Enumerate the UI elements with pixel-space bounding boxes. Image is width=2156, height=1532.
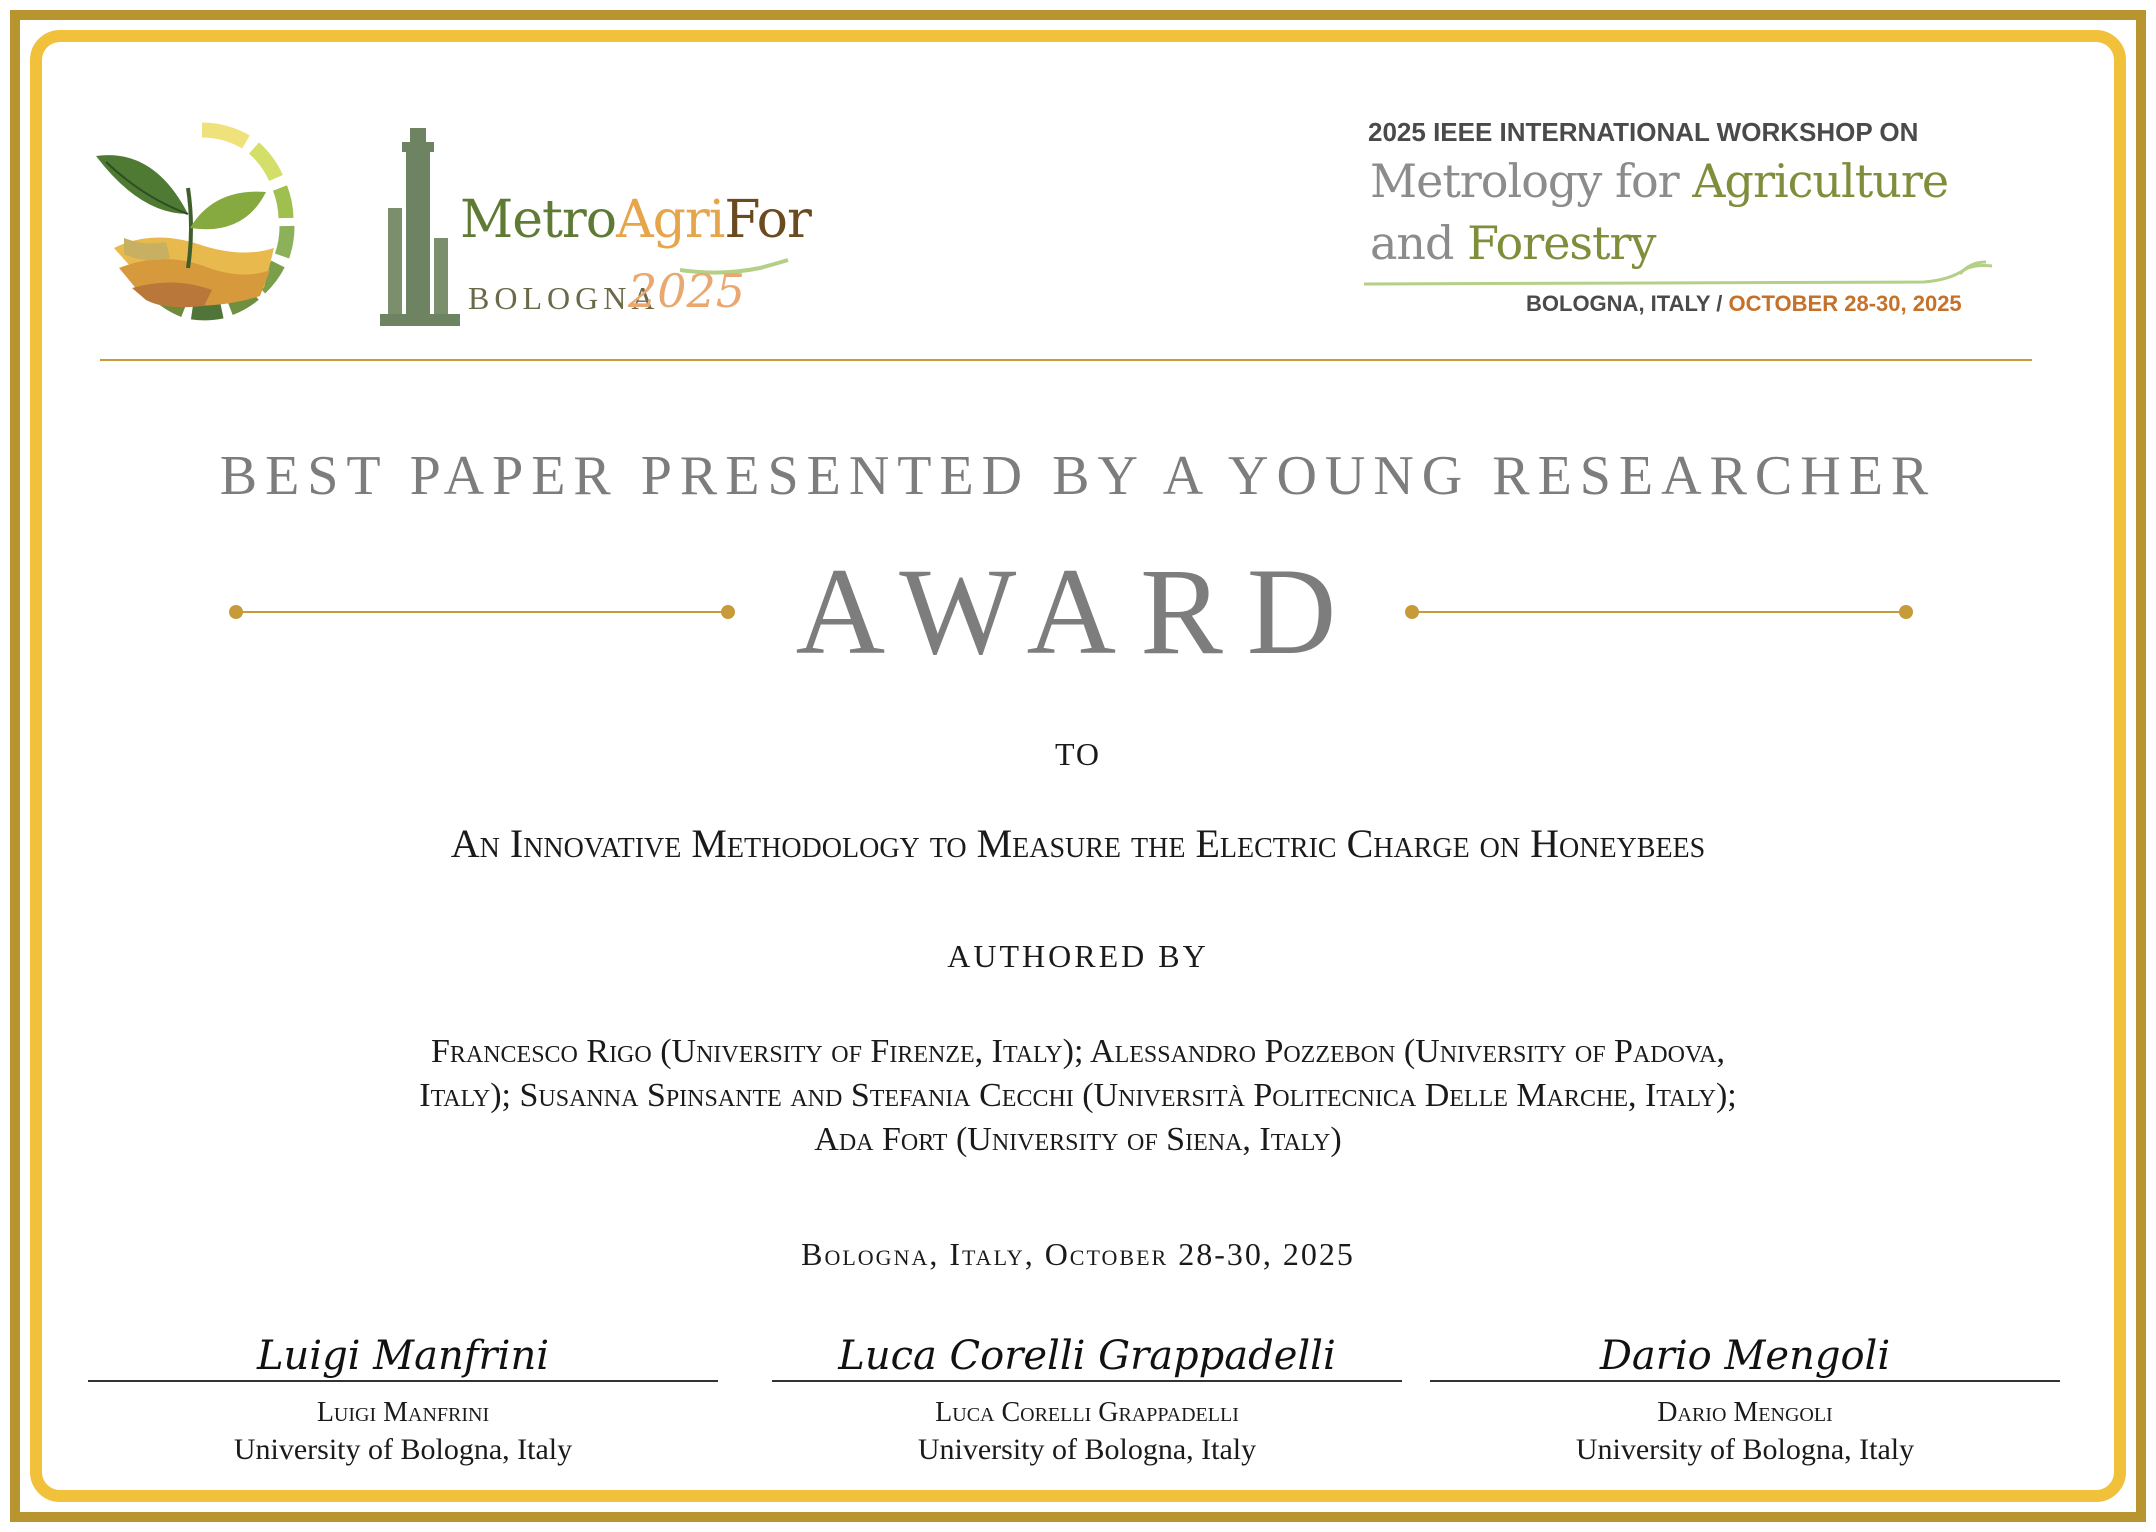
workshop-logo [1360, 110, 2000, 330]
signatory-name: Luigi Manfrini [316, 1397, 490, 1428]
right-ornament [1402, 600, 1916, 624]
award-subtitle: BEST PAPER PRESENTED BY A YOUNG RESEARCHER [219, 445, 1937, 507]
event-place-date: Bologna, Italy, October 28-30, 2025 [801, 1236, 1355, 1272]
signature-line [1430, 1380, 2060, 1382]
handwritten-signature: Luca Corelli Grappadelli [838, 1333, 1336, 1379]
signature-block [772, 1330, 1402, 1480]
paper-title: An Innovative Methodology to Measure the Electric Charge on Honeybees [450, 821, 1706, 866]
metroagrifor-logo [380, 128, 810, 326]
workshop-swoosh-icon [1364, 260, 1994, 290]
workshop-name-line1: Metrology for Agriculture [1370, 154, 1949, 208]
leaf-field-emblem-icon [84, 118, 314, 326]
author-list [240, 1030, 1916, 1162]
header-divider [100, 359, 2032, 361]
tower-icon [380, 128, 460, 326]
signature-block [1430, 1330, 2060, 1480]
handwritten-signature: Luigi Manfrini [256, 1333, 550, 1379]
signatory-affiliation: University of Bologna, Italy [917, 1433, 1257, 1466]
author-line: Ada Fort (University of Siena, Italy) [814, 1121, 1342, 1158]
author-line: Francesco Rigo (University of Firenze, Italy); Alessandro Pozzebon (University of Padova, [430, 1033, 1726, 1070]
signature-line [772, 1380, 1402, 1382]
workshop-location: BOLOGNA, ITALY / OCTOBER 28-30, 2025 [1526, 291, 1962, 316]
signature-line [88, 1380, 718, 1382]
workshop-name-line2: and Forestry [1370, 216, 1656, 270]
author-line: Italy); Susanna Spinsante and Stefania Cecchi (Università Politecnica Delle Marche, Italy); [419, 1077, 1737, 1114]
signatory-affiliation: University of Bologna, Italy [233, 1433, 573, 1466]
signatory-name: Dario Mengoli [1657, 1397, 1833, 1428]
workshop-heading: 2025 IEEE INTERNATIONAL WORKSHOP ON [1368, 117, 1919, 147]
award-heading: AWARD [795, 543, 1361, 680]
mark-city: BOLOGNA [468, 280, 660, 316]
signatory-affiliation: University of Bologna, Italy [1575, 1433, 1915, 1466]
mark-year: 2025 [628, 264, 746, 318]
authored-by-label: AUTHORED BY [947, 938, 1209, 974]
handwritten-signature: Dario Mengoli [1599, 1333, 1891, 1379]
signatory-name: Luca Corelli Grappadelli [935, 1397, 1239, 1428]
signature-block [88, 1330, 718, 1480]
to-label: TO [1054, 736, 1102, 772]
mark-title: MetroAgriFor [460, 190, 811, 250]
